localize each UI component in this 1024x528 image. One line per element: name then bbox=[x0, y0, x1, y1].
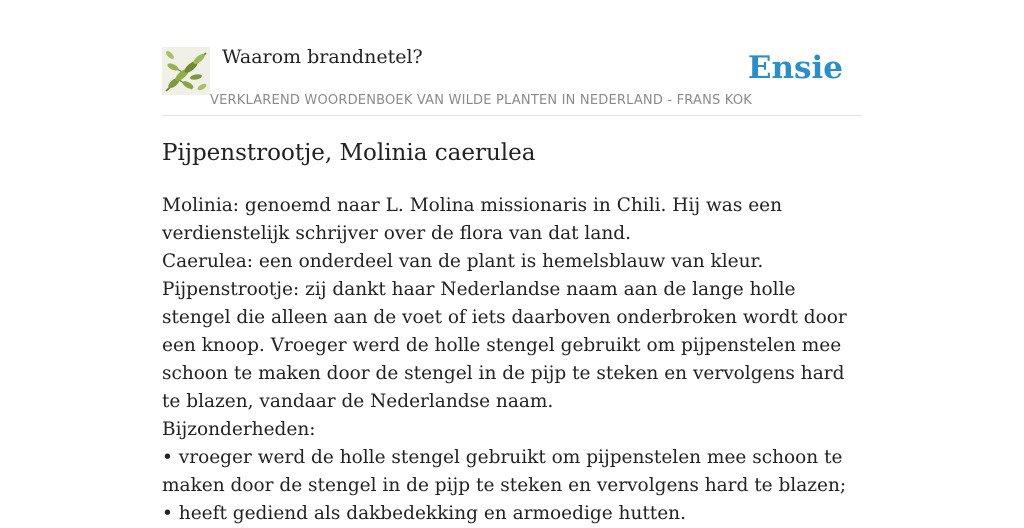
entry-paragraph: Bijzonderheden: bbox=[162, 419, 316, 440]
dictionary-subtitle: VERKLAREND WOORDENBOEK VAN WILDE PLANTEN IN NEDERLAND - FRANS KOK bbox=[210, 93, 752, 108]
entry-paragraph: Caerulea: een onderdeel van de plant is hemelsblauw van kleur. bbox=[162, 251, 764, 272]
dictionary-header bbox=[162, 44, 862, 116]
leaf-branch-icon[interactable] bbox=[162, 47, 210, 95]
ensie-logo[interactable]: Ensie bbox=[747, 50, 843, 86]
entry-body bbox=[162, 192, 868, 528]
entry-bullet: • heeft gediend als dakbedekking en armoedige hutten. bbox=[162, 503, 686, 524]
dictionary-title[interactable]: Waarom brandnetel? bbox=[222, 46, 423, 68]
entry-title: Pijpenstrootje, Molinia caerulea bbox=[162, 140, 536, 166]
entry-paragraph: Molinia: genoemd naar L. Molina missionaris in Chili. Hij was een verdienstelijk schrijver over de flora van dat land. bbox=[162, 195, 783, 244]
entry-paragraph: Pijpenstrootje: zij dankt haar Nederlandse naam aan de lange holle stengel die alleen aan de voet of iets daarboven onderbroken wordt door een knoop. Vroeger werd de holle stengel gebruikt om pijpenstelen mee schoon te maken door de stengel in de pijp te steken en vervolgens hard te blazen, vandaar de Nederlandse naam. bbox=[162, 279, 847, 412]
entry-bullet: • vroeger werd de holle stengel gebruikt om pijpenstelen mee schoon te maken door de stengel in de pijp te steken en vervolgens hard te blazen; bbox=[162, 447, 847, 496]
